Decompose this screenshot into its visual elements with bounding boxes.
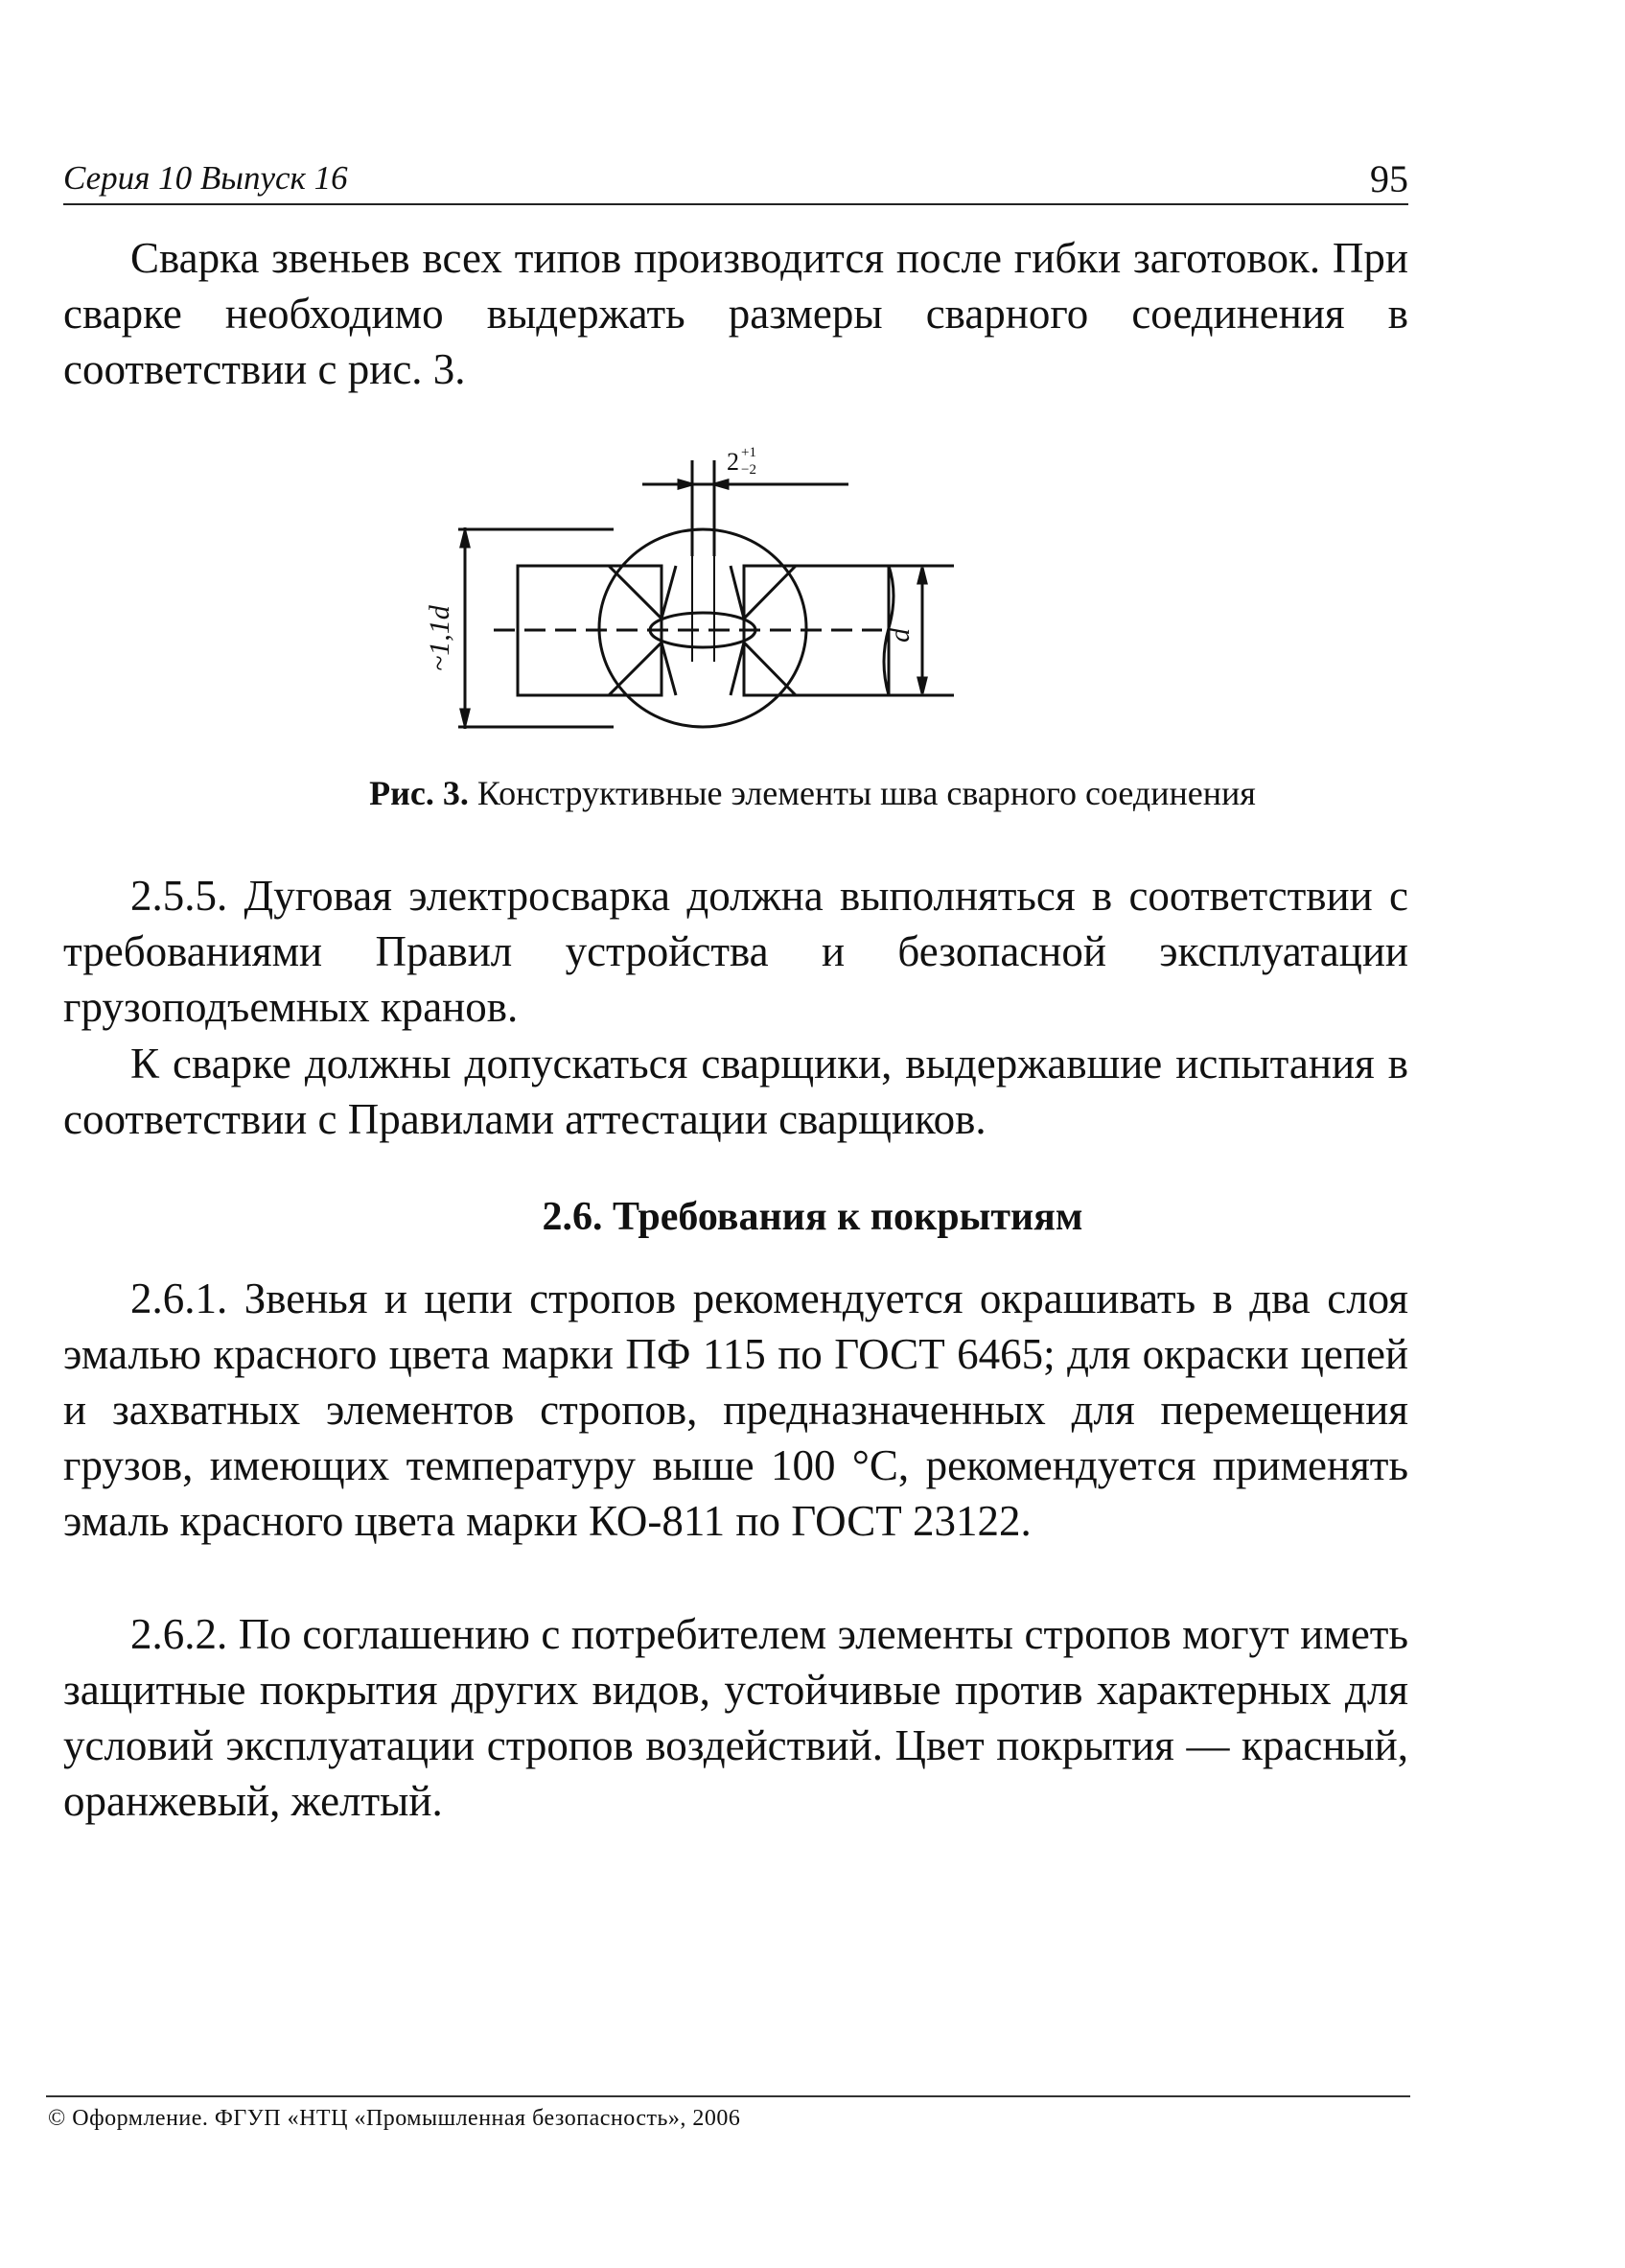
dim-diameter-label: d: [884, 628, 916, 643]
page-number: 95: [1370, 157, 1408, 200]
paragraph-2-6-1: 2.6.1. Звенья и цепи стропов рекомендуется окрашивать в два слоя эмалью красного цвета марки ПФ 115 по ГОСТ 6465; для окраски цепей и захватных элементов стропов, предназначенных для перемещения грузов, имеющих температуру выше 100 °С, рекомендуется применять эмаль красного цвета марки КО-811 по ГОСТ 23122.: [63, 1274, 1408, 1545]
series-label: Серия 10 Выпуск 16: [63, 159, 348, 197]
running-header: [63, 153, 1408, 205]
paragraph-2-5-5: 2.5.5. Дуговая электросварка должна выполняться в соответствии с требованиями Правил устройства и безопасной эксплуатации грузоподъемных кранов.: [63, 872, 1408, 1031]
caption-label: Рис. 3.: [369, 774, 469, 812]
section-title: 2.6. Требования к покрытиям: [542, 1195, 1083, 1239]
dim-gap-sub: −2: [741, 462, 756, 478]
paragraph-2-6-2: 2.6.2. По соглашению с потребителем элементы стропов могут иметь защитные покрытия других видов, устойчивые против характерных для условий эксплуатации стропов воздействий. Цвет покрытия — красный, оранжевый, желтый.: [63, 1610, 1408, 1825]
footer-copyright: © Оформление. ФГУП «НТЦ «Промышленная безопасность», 2006: [48, 2106, 741, 2131]
dim-height-label: ~1,1d: [424, 605, 455, 671]
figure-weld-joint: [422, 441, 1035, 748]
dim-gap-label: 2: [727, 448, 739, 476]
caption-text: Конструктивные элементы шва сварного соединения: [476, 774, 1256, 812]
dim-gap-sup: +1: [741, 445, 756, 460]
paragraph-welding-intro: Сварка звеньев всех типов производится после гибки заготовок. При сварке необходимо выдержать размеры сварного соединения в соответствии с рис. 3.: [63, 234, 1408, 393]
footer-divider: [46, 2095, 1410, 2097]
weld-joint-diagram: [422, 441, 1035, 748]
figure-caption: [0, 773, 1625, 813]
paragraph-welders: К сварке должны допускаться сварщики, выдержавшие испытания в соответствии с Правилами аттестации сварщиков.: [63, 1040, 1408, 1143]
